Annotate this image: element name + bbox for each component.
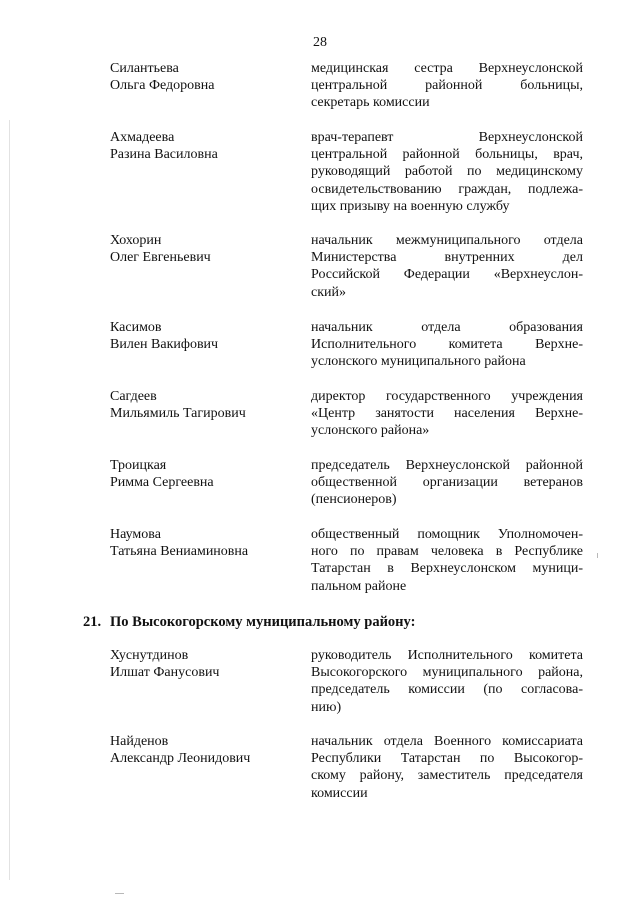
member-name (110, 129, 300, 163)
member-name-line: Наумова (110, 527, 161, 542)
member-position-line: директор государственного учреждения (311, 389, 583, 404)
member-position (311, 60, 583, 112)
member-name-line: Мильямиль Тагирович (110, 406, 246, 422)
section-number: 21. (83, 614, 102, 630)
member-name (110, 319, 300, 353)
member-position (311, 457, 583, 509)
member-name-line: Вилен Вакифович (110, 337, 219, 353)
member-position (311, 388, 583, 440)
member-name-line: Ахмадеева (110, 130, 175, 145)
member-name (110, 733, 300, 767)
member-position-line: Республики Татарстан по Высокогор- (311, 751, 583, 767)
member-name-line: Разина Василовна (110, 147, 218, 163)
member-position-line: начальник межмуниципального отдела (311, 233, 583, 248)
member-name (110, 232, 300, 266)
member-position (311, 129, 583, 215)
member-position-line: начальник отдела Военного комиссариата (311, 734, 583, 749)
member-position-line: руководитель Исполнительного комитета (311, 648, 583, 663)
member-name-line: Троицкая (110, 458, 167, 473)
member-position-line: (пенсионеров) (311, 492, 397, 508)
member-position-line: ного по правам человека в Республике (311, 544, 583, 560)
member-name-line: Олег Евгеньевич (110, 250, 211, 266)
member-position-line: Татарстан в Верхнеуслонском муници- (311, 561, 583, 577)
member-position-line: Российской Федерации «Верхнеуслон- (311, 267, 583, 283)
member-name-line: Найденов (110, 734, 169, 749)
member-position-line: скому району, заместитель председателя (311, 768, 583, 784)
scan-mark-left (9, 120, 10, 880)
scan-mark-bottom (115, 893, 124, 894)
member-position-line: руководящий работой по медицинскому (311, 164, 583, 180)
member-position-line: «Центр занятости населения Верхне- (311, 406, 583, 422)
member-position-line: председатель Верхнеуслонской районной (311, 458, 583, 473)
member-position-line: освидетельствованию граждан, подлежа- (311, 181, 583, 197)
member-position (311, 526, 583, 595)
page-number: 28 (313, 35, 327, 50)
member-position-line: нию) (311, 699, 342, 715)
member-position-line: щих призыву на военную службу (311, 198, 510, 214)
member-name-line: Татьяна Вениаминовна (110, 544, 249, 560)
scan-mark-right (597, 553, 598, 558)
member-name-line: Сагдеев (110, 389, 157, 404)
section-title: По Высокогорскому муниципальному району: (110, 614, 416, 630)
member-name-line: Касимов (110, 320, 162, 335)
member-position-line: комиссии (311, 785, 368, 801)
member-name-line: Илшат Фанусович (110, 665, 220, 681)
member-position-line: секретарь комиссии (311, 95, 430, 111)
member-position-line: председатель комиссии (по согласова- (311, 682, 583, 698)
member-name-line: Хохорин (110, 233, 162, 248)
member-position-line: центральной районной больницы, (311, 78, 583, 94)
member-name (110, 457, 300, 491)
section-heading (83, 613, 603, 631)
member-position-line: услонского муниципального района (311, 354, 526, 370)
member-position (311, 319, 583, 371)
member-position-line: медицинская сестра Верхнеуслонской (311, 61, 583, 76)
member-position-line: общественной организации ветеранов (311, 475, 583, 491)
member-name-line: Ольга Федоровна (110, 78, 215, 94)
member-position-line: центральной районной больницы, врач, (311, 147, 583, 163)
member-position (311, 232, 583, 301)
member-position (311, 647, 583, 716)
member-name (110, 60, 300, 94)
member-name (110, 526, 300, 560)
member-position-line: ский» (311, 284, 346, 300)
member-name-line: Римма Сергеевна (110, 475, 214, 491)
member-position-line: пальном районе (311, 578, 407, 594)
member-position-line: услонского района» (311, 423, 430, 439)
member-position-line: Министерства внутренних дел (311, 250, 583, 266)
member-position (311, 733, 583, 802)
member-name-line: Хуснутдинов (110, 648, 189, 663)
member-name-line: Силантьева (110, 61, 179, 76)
member-position-line: Высокогорского муниципального района, (311, 665, 583, 681)
member-name (110, 647, 300, 681)
member-position-line: врач-терапевт Верхнеуслонской (311, 130, 583, 145)
member-position-line: Исполнительного комитета Верхне- (311, 337, 583, 353)
member-name-line: Александр Леонидович (110, 751, 251, 767)
member-name (110, 388, 300, 422)
member-position-line: общественный помощник Уполномочен- (311, 527, 583, 542)
member-position-line: начальник отдела образования (311, 320, 583, 335)
